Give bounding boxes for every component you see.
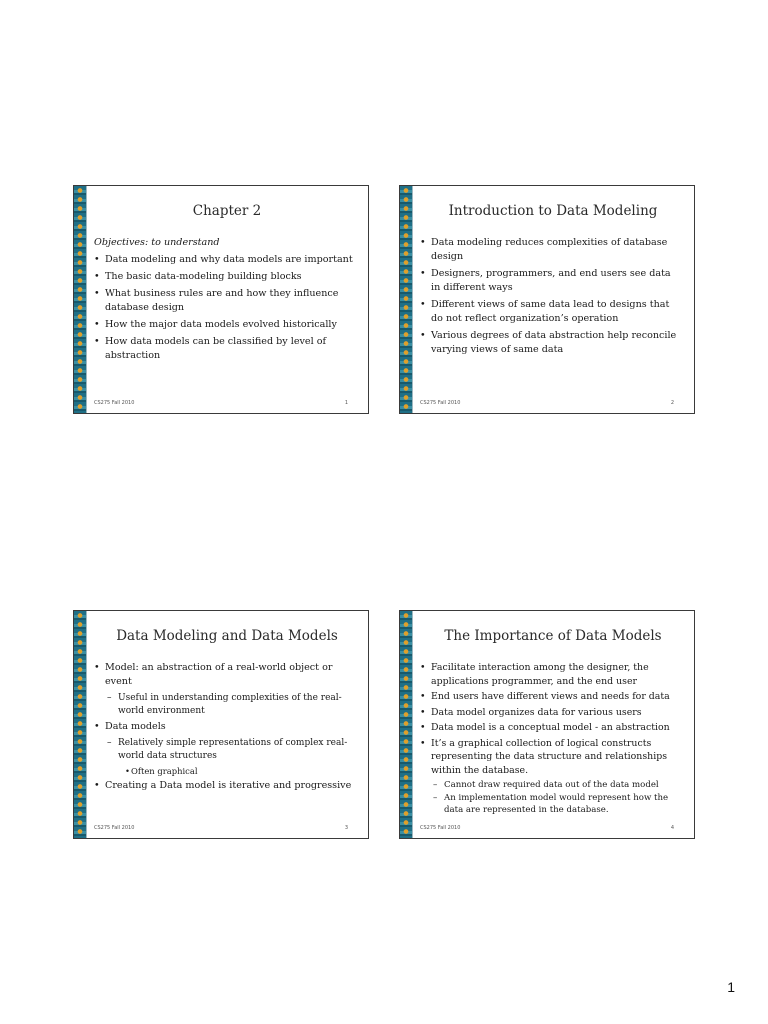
slide-title: The Importance of Data Models [444,628,662,644]
sub-sub-bullet-item: • Often graphical [94,765,354,777]
slide-title: Chapter 2 [192,203,262,219]
slide-number: 1 [344,400,348,406]
slide-footer: CS275 Fall 2010 [420,825,461,831]
slide-footer: CS275 Fall 2010 [94,825,135,831]
bullet-item: • The basic data-modeling building blocks [94,270,354,284]
slide-3 [73,610,369,839]
slide-number: 2 [670,400,674,406]
bullet-item: • It’s a graphical collection of logical constructs representing the data structure and relationships within the database. [420,737,680,778]
slide-title: Introduction to Data Modeling [448,203,658,219]
slide-2 [399,185,695,414]
bullet-item: • Data model organizes data for various users [420,706,680,720]
slide-intro: Objectives: to understand [94,237,220,248]
page-number: 1 [727,979,735,995]
decorative-border-strip [74,611,86,838]
bullet-item: • Creating a Data model is iterative and progressive [94,779,354,793]
bullet-item: • Data models [94,720,354,734]
bullet-item: • Facilitate interaction among the designer, the applications programmer, and the end user [420,661,680,688]
slide-footer: CS275 Fall 2010 [420,400,461,406]
sub-bullet-item: – Cannot draw required data out of the data model [420,779,680,791]
bullet-item: • What business rules are and how they influence database design [94,287,354,315]
bullet-item: • Various degrees of data abstraction help reconcile varying views of same data [420,329,680,357]
slide-body [94,661,354,796]
bullet-item: • End users have different views and needs for data [420,690,680,704]
decorative-border-strip [400,186,412,413]
slide-body [420,661,680,818]
bullet-item: • Designers, programmers, and end users see data in different ways [420,267,680,295]
decorative-border-strip [74,186,86,413]
slide-number: 4 [670,825,674,831]
slide-body [94,236,354,366]
slide-number: 3 [344,825,348,831]
bullet-item: • How data models can be classified by level of abstraction [94,335,354,363]
sub-bullet-item: – Useful in understanding complexities of the real-world environment [94,692,354,718]
bullet-item: • How the major data models evolved historically [94,318,354,332]
slide-title: Data Modeling and Data Models [116,628,338,644]
bullet-item: • Data model is a conceptual model - an abstraction [420,721,680,735]
bullet-item: • Data modeling and why data models are important [94,253,354,267]
decorative-border-strip [400,611,412,838]
bullet-item: • Different views of same data lead to designs that do not reflect organization’s operation [420,298,680,326]
slide-body [420,236,680,360]
slide-1 [73,185,369,414]
sub-bullet-item: – An implementation model would represent how the data are represented in the database. [420,792,680,816]
bullet-item: • Model: an abstraction of a real-world object or event [94,661,354,689]
slide-footer: CS275 Fall 2010 [94,400,135,406]
bullet-item: • Data modeling reduces complexities of database design [420,236,680,264]
sub-bullet-item: – Relatively simple representations of complex real-world data structures [94,737,354,763]
slide-4 [399,610,695,839]
